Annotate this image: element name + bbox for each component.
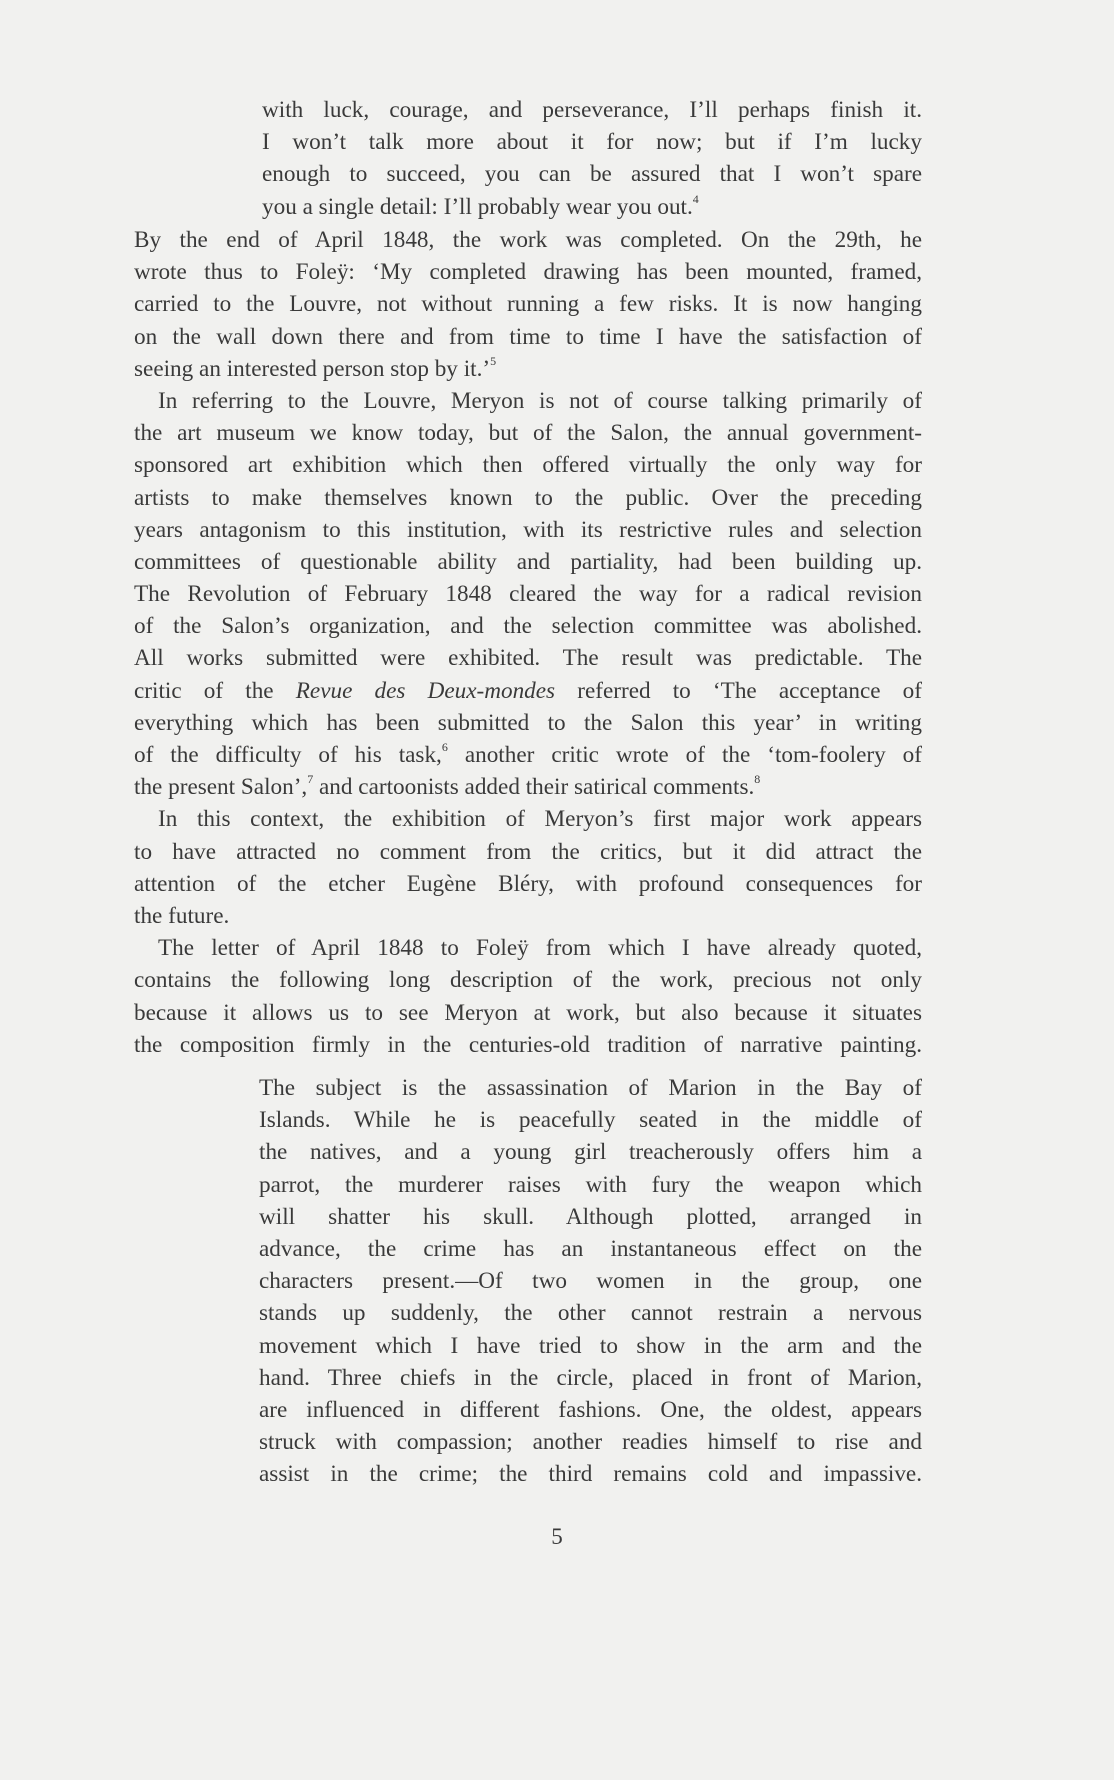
paragraph-line: everything which has been submitted to the Salon this year’ in writing: [134, 709, 922, 736]
quote-line: movement which I have tried to show in the arm and the: [259, 1332, 922, 1359]
quote-line: stands up suddenly, the other cannot restrain a nervous: [259, 1300, 922, 1327]
paragraph-line: [134, 739, 922, 771]
quote-line: advance, the crime has an instantaneous effect on the: [259, 1235, 922, 1262]
quote-line: parrot, the murderer raises with fury the weapon which: [259, 1171, 922, 1198]
quote-line: are influenced in different fashions. One, the oldest, appears: [259, 1396, 922, 1423]
quote-line: [262, 191, 922, 223]
paragraph-line: The Revolution of February 1848 cleared the way for a radical revision: [134, 581, 922, 608]
page-number: 5: [551, 1524, 563, 1549]
paragraph-line: the art museum we know today, but of the Salon, the annual government-: [134, 420, 922, 447]
paragraph-line: By the end of April 1848, the work was completed. On the 29th, he: [134, 227, 922, 253]
paragraph-line: because it allows us to see Meryon at work, but also because it situates: [134, 999, 922, 1026]
quote-line: characters present.—Of two women in the group, one: [259, 1268, 922, 1295]
paragraph-line: [134, 675, 922, 707]
paragraph-line: [134, 771, 922, 803]
footnote-ref: 7: [307, 772, 314, 787]
paragraph-line: sponsored art exhibition which then offered virtually the only way for: [134, 452, 922, 479]
block-quote-bottom: [259, 1072, 922, 1490]
paragraph-line-text: seeing an interested person stop by it.’: [134, 355, 491, 382]
paragraph-line: to have attracted no comment from the critics, but it did attract the: [134, 838, 922, 865]
paragraph-line: All works submitted were exhibited. The result was predictable. The: [134, 645, 922, 672]
quote-line: enough to succeed, you can be assured that I won’t spare: [262, 161, 922, 188]
quote-line: Islands. While he is peacefully seated in the middle of: [259, 1107, 922, 1134]
footnote-ref: 4: [692, 191, 699, 206]
paragraph-line: committees of questionable ability and partiality, had been building up.: [134, 548, 922, 575]
paragraph-line: In referring to the Louvre, Meryon is not of course talking primarily of: [158, 387, 922, 414]
quote-line-text: you a single detail: I’ll probably wear you out.: [262, 193, 693, 220]
text-segment: the present Salon’,: [134, 774, 308, 801]
paragraph-line: carried to the Louvre, not without running a few risks. It is now hanging: [134, 291, 922, 318]
paragraph-line: wrote thus to Foleÿ: ‘My completed drawing has been mounted, framed,: [134, 259, 922, 286]
footnote-ref: 8: [754, 772, 761, 787]
paragraph-line: contains the following long description of the work, precious not only: [134, 967, 922, 994]
paragraph-line: In this context, the exhibition of Meryon’s first major work appears: [158, 806, 922, 833]
paragraph-line: attention of the etcher Eugène Bléry, with profound consequences for: [134, 870, 922, 897]
quote-line: will shatter his skull. Although plotted, arranged in: [259, 1203, 922, 1230]
block-quote-top: [262, 94, 922, 223]
quote-line: The subject is the assassination of Marion in the Bay of: [259, 1075, 922, 1101]
paragraph-line: the future.: [134, 902, 230, 929]
text-segment: referred to ‘The acceptance of: [555, 677, 922, 704]
footnote-ref: 6: [441, 740, 448, 755]
paragraph-line: [134, 353, 922, 385]
paragraph-line: the composition firmly in the centuries-old tradition of narrative painting.: [134, 1031, 922, 1058]
journal-title: Revue des Deux-mondes: [295, 677, 556, 704]
paragraph-line: on the wall down there and from time to time I have the satisfaction of: [134, 323, 922, 350]
text-segment: and cartoonists added their satirical comments.: [313, 774, 755, 801]
text-segment: of the difficulty of his task,: [134, 742, 442, 768]
quote-line: hand. Three chiefs in the circle, placed in front of Marion,: [259, 1364, 922, 1391]
footnote-ref: 5: [490, 354, 497, 369]
body-text: [134, 224, 922, 1061]
text-segment: critic of the: [134, 677, 296, 704]
paragraph-line: artists to make themselves known to the public. Over the preceding: [134, 484, 922, 511]
paragraph-line: years antagonism to this institution, with its restrictive rules and selection: [134, 516, 922, 543]
paragraph-line: of the Salon’s organization, and the selection committee was abolished.: [134, 613, 922, 640]
quote-line: struck with compassion; another readies himself to rise and: [259, 1429, 922, 1456]
text-segment: another critic wrote of the ‘tom-foolery of: [447, 742, 922, 768]
quote-line: I won’t talk more about it for now; but if I’m lucky: [262, 129, 922, 156]
quote-line: with luck, courage, and perseverance, I’ll perhaps finish it.: [262, 97, 922, 123]
quote-line: assist in the crime; the third remains cold and impassive.: [259, 1461, 922, 1488]
quote-line: the natives, and a young girl treacherously offers him a: [259, 1139, 922, 1166]
paragraph-line: The letter of April 1848 to Foleÿ from which I have already quoted,: [158, 935, 922, 962]
